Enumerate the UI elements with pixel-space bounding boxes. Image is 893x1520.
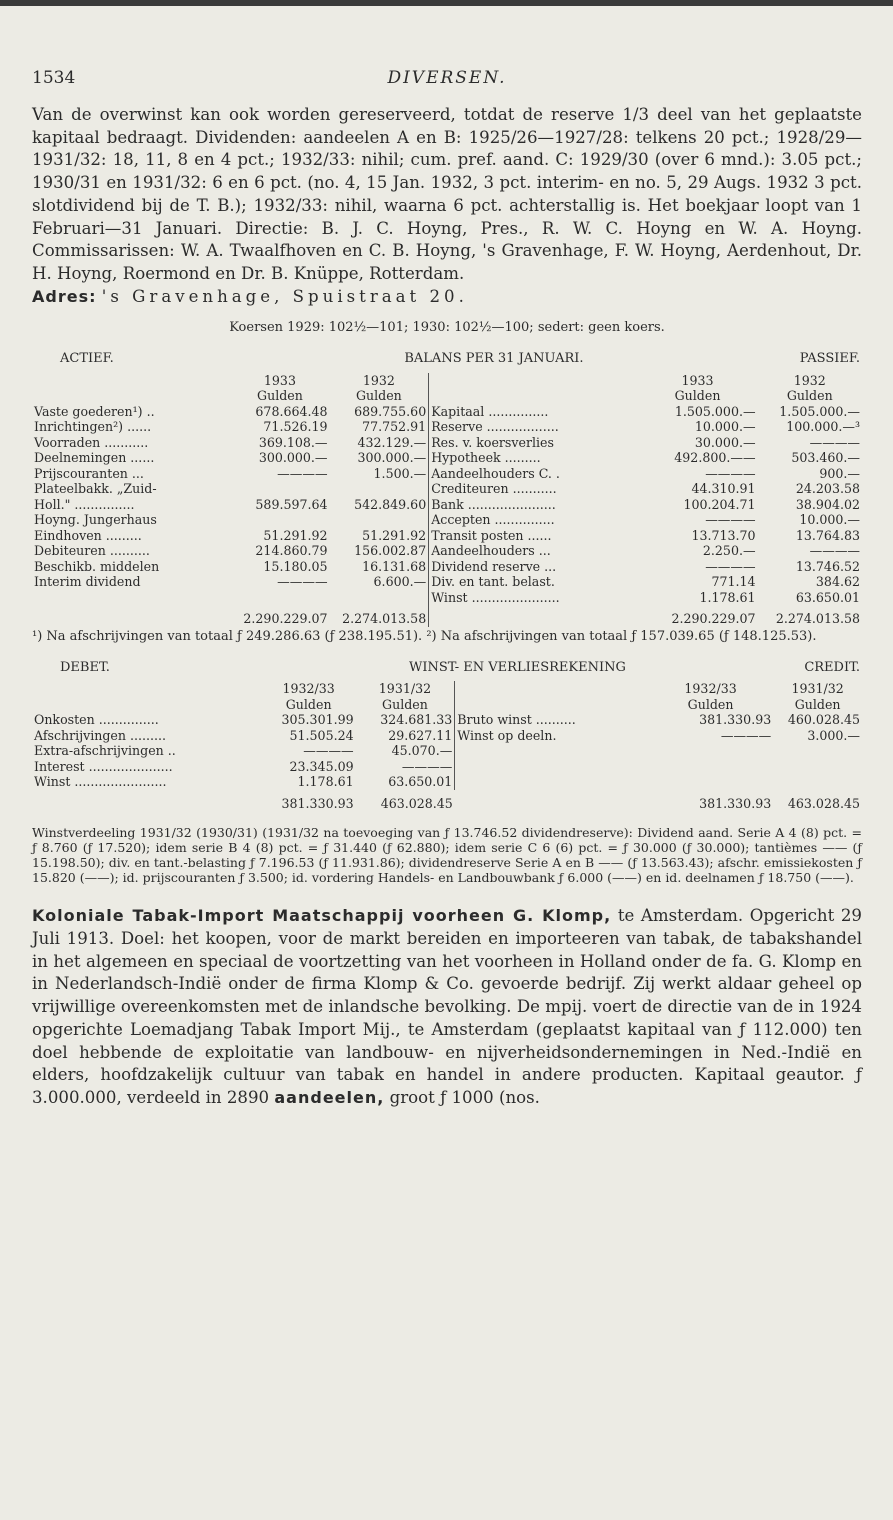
winst-year-2: 1931/32: [378, 681, 432, 697]
balans-row: [32, 419, 862, 435]
balans-left-value-2: 6.600.—: [373, 574, 427, 590]
winst-year-1: 1932/33: [282, 681, 335, 697]
winst-total-debet-2: 463.028.45: [380, 795, 453, 811]
balans-right-value-1: ————: [705, 558, 756, 574]
balans-right-label: Kapitaal ...............: [429, 404, 638, 420]
winst-left-value-1: 23.345.09: [289, 758, 354, 774]
winst-right-value-1: [648, 759, 773, 775]
balans-right-value-1: 492.800.——: [674, 450, 756, 466]
balans-row: [32, 481, 862, 497]
balans-right-label: PASSIEF.: [799, 351, 860, 367]
winst-left-value-2: 45.070.—: [391, 743, 453, 759]
balans-left-value-1: 51.291.92: [263, 527, 328, 543]
balans-right-value-2: 63.650.01: [795, 589, 860, 605]
balans-right-value-1: 100.204.71: [683, 496, 756, 512]
winst-row: [32, 774, 862, 790]
balans-left-value-1: 678.664.48: [255, 403, 328, 419]
balans-right-value-1: 30.000.—: [694, 434, 756, 450]
document-page: [32, 60, 862, 1110]
balans-row: [32, 528, 862, 544]
winst-left-value-1: 51.505.24: [289, 727, 354, 743]
balans-row: [32, 497, 862, 513]
balans-left-value-2: 77.752.91: [362, 419, 427, 435]
winst-right-value-2: [773, 759, 862, 775]
intro-paragraph: Van de overwinst kan ook worden gereserveerd, totdat de reserve 1/3 deel van het geplaatste kapitaal bedraagt. Dividenden: aandeelen A en B: 1925/26—1927/28: telkens 20 pct.; 1928/29—1931/32: 18, 11, 8 en 4 pct.; 1932/33: nihil; cum. pref. aand. C: 1929/30 (over 6 mnd.): 3.05 pct.; 1930/31 en 1931/32: 6 en 6 pct. (no. 4, 15 Jan. 1932, 3 pct. interim- en no. 5, 29 Augs. 1932 3 pct. slotdividend bij de T. B.); 1932/33: nihil, waarna 6 pct. achterstallig is. Het boekjaar loopt van 1 Februari—31 Januari. Directie: B. J. C. Hoyng, Pres., R. W. C. Hoyng en W. A. Hoyng. Commissarissen: W. A. Twaalfhoven en C. B. Hoyng, 's Gravenhage, F. W. Hoyng, Aerdenhout, Dr. H. Hoyng, Roermond en Dr. B. Knüppe, Rotterdam.: [32, 105, 862, 283]
balans-right-value-1: 13.713.70: [691, 527, 756, 543]
balans-left-value-1: 300.000.—: [258, 450, 328, 466]
balans-left-value-2: 1.500.—: [373, 465, 427, 481]
winst-left-label: Interest .....................: [34, 758, 173, 774]
balans-left-value-1: ————: [277, 574, 328, 590]
balans-right-value-2: 100.000.—³: [786, 419, 860, 435]
winstverdeeling-paragraph: Winstverdeeling 1931/32 (1930/31) (1931/32 na toevoeging van ƒ 13.746.52 dividendreserve): Dividend aand. Serie A 4 (8) pct. = ƒ 8.760 (ƒ 17.520); idem serie B 4 (8) pct. = ƒ 31.440 (ƒ 62.880); idem serie C 6 (6) pct. = ƒ 30.000 (ƒ 30.000); tantièmes —— (ƒ 15.198.50); div. en tant.-belasting ƒ 7.196.53 (ƒ 11.931.86); dividendreserve Serie A en B —— (ƒ 13.563.43); afschr. emissiekosten ƒ 15.820 (——); id. prijscouranten ƒ 3.500; id. vordering Handels- en Landbouwbank ƒ 6.000 (——) en id. deelnamen ƒ 18.750 (——).: [32, 825, 862, 886]
winst-left-value-2: 29.627.11: [388, 727, 453, 743]
winst-right-label: [455, 759, 648, 775]
winst-year-2-c: 1931/32: [791, 681, 844, 697]
winst-title-row: [32, 660, 862, 682]
winst-left-value-1: 305.301.99: [281, 712, 354, 728]
balans-right-label: Transit posten ......: [429, 528, 638, 544]
balans-right-label: Bank ......................: [429, 497, 638, 513]
balans-row: [32, 450, 862, 466]
winst-right-value-1: 381.330.93: [699, 712, 772, 728]
balans-year-row: [32, 373, 862, 389]
balans-unit-row: [32, 388, 862, 404]
winst-left-value-2: ————: [401, 758, 453, 774]
balans-right-value-1: 1.505.000.—: [674, 403, 756, 419]
page-header: [32, 60, 862, 90]
balans-left-label: Prijscouranten ...: [34, 465, 144, 481]
balans-left-value-2: 51.291.92: [362, 527, 427, 543]
balans-total-passief-1933: 2.290.229.07: [671, 611, 756, 627]
balans-right-label: Crediteuren ...........: [429, 481, 638, 497]
winst-unit: Gulden: [382, 696, 428, 712]
balans-left-label: Hoyng. Jungerhaus: [34, 512, 157, 528]
winst-left-label: DEBET.: [60, 659, 110, 675]
winst-body: [32, 712, 862, 790]
winst-right-value-1: [648, 743, 773, 759]
balans-right-value-1: 1.178.61: [699, 589, 756, 605]
balans-right-value-2: 503.460.—: [791, 450, 860, 466]
winst-table: [32, 660, 862, 812]
balans-right-value-2: 1.505.000.—: [779, 403, 860, 419]
winst-right-value-2: [773, 774, 862, 790]
winst-total-debet-1: 381.330.93: [281, 795, 354, 811]
winst-right-label: Bruto winst ..........: [455, 712, 648, 728]
koersen-line: Koersen 1929: 102½—101; 1930: 102½—100; sedert: geen koers.: [229, 320, 665, 336]
winst-left-value-2: 324.681.33: [380, 712, 453, 728]
kolonial-aandeelen: aandeelen,: [274, 1087, 385, 1107]
balans-left-label: Deelnemingen ......: [34, 450, 155, 466]
balans-left-value-2: [330, 481, 429, 497]
balans-right-value-1: 44.310.91: [691, 481, 756, 497]
balans-left-label: Voorraden ...........: [34, 434, 149, 450]
balans-left-value-2: 16.131.68: [362, 558, 427, 574]
winst-right-value-2: [773, 743, 862, 759]
winst-unit: Gulden: [687, 696, 734, 712]
balans-unit: Gulden: [355, 388, 402, 404]
balans-row: [32, 543, 862, 559]
balans-right-value-1: 2.250.—: [702, 543, 756, 559]
balans-left-value-2: 689.755.60: [354, 403, 427, 419]
balans-left-label: Holl." ...............: [34, 496, 135, 512]
balans-year-1932-p: 1932: [793, 372, 826, 388]
kolonial-paragraph: [32, 905, 862, 1109]
balans-row: [32, 466, 862, 482]
scan-top-band: [0, 0, 893, 6]
balans-left-value-2: [330, 590, 429, 606]
winst-year-1-c: 1932/33: [684, 681, 737, 697]
winst-left-value-1: ————: [303, 743, 354, 759]
balans-left-label: Vaste goederen¹) ..: [34, 403, 155, 419]
winst-left-value-2: 63.650.01: [388, 774, 453, 790]
winst-row: [32, 759, 862, 775]
adres-label: Adres:: [32, 286, 97, 306]
balans-left-value-1: [230, 590, 329, 606]
balans-left-value-1: [230, 481, 329, 497]
winst-right-label: [455, 743, 648, 759]
balans-row: [32, 574, 862, 590]
winst-right-label: Winst op deeln.: [455, 728, 648, 744]
balans-body: [32, 404, 862, 606]
balans-left-value-1: ————: [277, 465, 328, 481]
balans-left-value-2: 156.002.87: [354, 543, 427, 559]
balans-total-actief-1932: 2.274.013.58: [342, 611, 427, 627]
balans-left-value-2: 432.129.—: [357, 434, 427, 450]
balans-right-value-1: 771.14: [711, 574, 756, 590]
winst-right-label: CREDIT.: [804, 659, 860, 675]
balans-right-value-2: ————: [809, 543, 860, 559]
winst-row: [32, 743, 862, 759]
winst-left-label: Extra-afschrijvingen ..: [34, 743, 176, 759]
winst-right-value-2: 460.028.45: [787, 712, 860, 728]
winst-unit: Gulden: [285, 696, 332, 712]
balans-title-row: [32, 351, 862, 373]
winst-unit: Gulden: [794, 696, 841, 712]
adres-line: [32, 286, 862, 309]
winst-title: WINST- EN VERLIESREKENING: [409, 659, 626, 675]
balans-title: BALANS PER 31 JANUARI.: [404, 351, 584, 367]
winst-right-value-1: ————: [720, 727, 772, 743]
balans-left-label: ACTIEF.: [60, 351, 114, 367]
balans-right-label: Dividend reserve ...: [429, 559, 638, 575]
balans-right-value-2: 10.000.—: [799, 512, 860, 528]
balans-right-value-2: 38.904.02: [795, 496, 860, 512]
page-number: 1534: [32, 68, 76, 88]
winst-left-label: Afschrijvingen .........: [34, 727, 167, 743]
balans-right-value-2: 24.203.58: [795, 481, 860, 497]
balans-row: [32, 590, 862, 606]
balans-row: [32, 512, 862, 528]
kolonial-tail: groot ƒ 1000 (nos.: [384, 1087, 540, 1107]
balans-right-label: Aandeelhouders ...: [429, 543, 638, 559]
kolonial-body: te Amsterdam. Opgericht 29 Juli 1913. Doel: het koopen, voor de markt bereiden en importeeren van tabak, de tabakshandel in het algemeen en speciaal de voortzetting van het voorheen in Holland onder de fa. G. Klomp en in Nederlandsch-Indië onder de firma Klomp & Co. gevoerde bedrijf. Zij werkt aldaar geheel op vrijwillige overeenkomsten met de inlandsche bevolking. De mpij. voert de directie van de in 1924 opgerichte Loemadjang Tabak Import Mij., te Amsterdam (geplaatst kapitaal van ƒ 112.000) ten doel hebbende de exploitatie van landbouw- en nijverheidsondernemingen in Ned.-Indië en elders, hoofdzakelijk cultuur van tabak en handel in andere producten. Kapitaal geautor. ƒ 3.000.000, verdeeld in 2890: [32, 906, 862, 1107]
balans-left-value-1: 369.108.—: [258, 434, 328, 450]
balans-left-label: [32, 590, 230, 606]
balans-left-label: Interim dividend: [34, 574, 141, 590]
balans-total-passief-1932: 2.274.013.58: [775, 611, 860, 627]
balans-left-label: Plateelbakk. „Zuid-: [34, 481, 157, 497]
winst-row: [32, 728, 862, 744]
balans-left-value-2: [330, 512, 429, 528]
balans-right-label: Div. en tant. belast.: [429, 574, 638, 590]
balans-unit: Gulden: [786, 388, 833, 404]
winst-total-credit-1: 381.330.93: [699, 795, 772, 811]
winst-right-value-2: 3.000.—: [807, 727, 860, 743]
adres-text: 's Gravenhage, Spuistraat 20.: [101, 286, 468, 306]
winst-right-value-1: [648, 774, 773, 790]
winst-right-label: [455, 774, 648, 790]
kolonial-company-name: Koloniale Tabak-Import Maatschappij voorheen G. Klomp,: [32, 906, 612, 926]
winst-left-label: Onkosten ...............: [34, 712, 159, 728]
running-title: DIVERSEN.: [387, 68, 507, 88]
winst-left-label: Winst .......................: [34, 774, 167, 790]
balans-right-label: Res. v. koersverlies: [429, 435, 638, 451]
balans-year-1933: 1933: [263, 372, 296, 388]
balans-totals-row: [32, 605, 862, 627]
balans-right-label: Winst ......................: [429, 590, 638, 606]
balans-right-label: Aandeelhouders C. .: [429, 466, 638, 482]
balans-right-value-1: ————: [705, 465, 756, 481]
balans-left-value-1: 15.180.05: [263, 558, 328, 574]
balans-left-label: Beschikb. middelen: [34, 558, 160, 574]
balans-right-value-1: 10.000.—: [694, 419, 756, 435]
balans-table: [32, 351, 862, 627]
winst-totals-row: [32, 790, 862, 812]
balans-left-value-1: 214.860.79: [255, 543, 328, 559]
balans-year-1933-p: 1933: [681, 372, 714, 388]
balans-unit: Gulden: [257, 388, 303, 404]
balans-row: [32, 559, 862, 575]
balans-right-value-1: ————: [705, 512, 756, 528]
balans-footnote: ¹) Na afschrijvingen van totaal ƒ 249.286.63 (ƒ 238.195.51). ²) Na afschrijvingen van totaal ƒ 157.039.65 (ƒ 148.125.53).: [32, 628, 817, 644]
balans-left-value-1: 589.597.64: [255, 496, 328, 512]
balans-left-value-1: [230, 512, 329, 528]
balans-right-value-2: 900.—: [819, 465, 860, 481]
balans-left-label: Eindhoven .........: [34, 527, 142, 543]
balans-left-value-2: 300.000.—: [357, 450, 427, 466]
winst-row: [32, 712, 862, 728]
balans-unit: Gulden: [674, 388, 721, 404]
balans-left-label: Debiteuren ..........: [34, 543, 150, 559]
balans-total-actief-1933: 2.290.229.07: [243, 611, 328, 627]
winst-unit-row: [32, 697, 862, 713]
winst-left-value-1: 1.178.61: [297, 774, 354, 790]
balans-right-value-2: ————: [809, 434, 860, 450]
balans-row: [32, 435, 862, 451]
balans-left-value-1: 71.526.19: [263, 419, 328, 435]
balans-right-value-2: 13.764.83: [795, 527, 860, 543]
balans-right-label: Hypotheek .........: [429, 450, 638, 466]
balans-left-value-2: 542.849.60: [354, 496, 427, 512]
balans-year-1932: 1932: [362, 372, 395, 388]
balans-right-value-2: 13.746.52: [795, 558, 860, 574]
balans-right-label: Reserve ..................: [429, 419, 638, 435]
balans-right-value-2: 384.62: [815, 574, 860, 590]
winst-year-row: [32, 681, 862, 697]
balans-row: [32, 404, 862, 420]
winst-total-credit-2: 463.028.45: [787, 795, 860, 811]
balans-right-label: Accepten ...............: [429, 512, 638, 528]
balans-left-label: Inrichtingen²) ......: [34, 419, 152, 435]
